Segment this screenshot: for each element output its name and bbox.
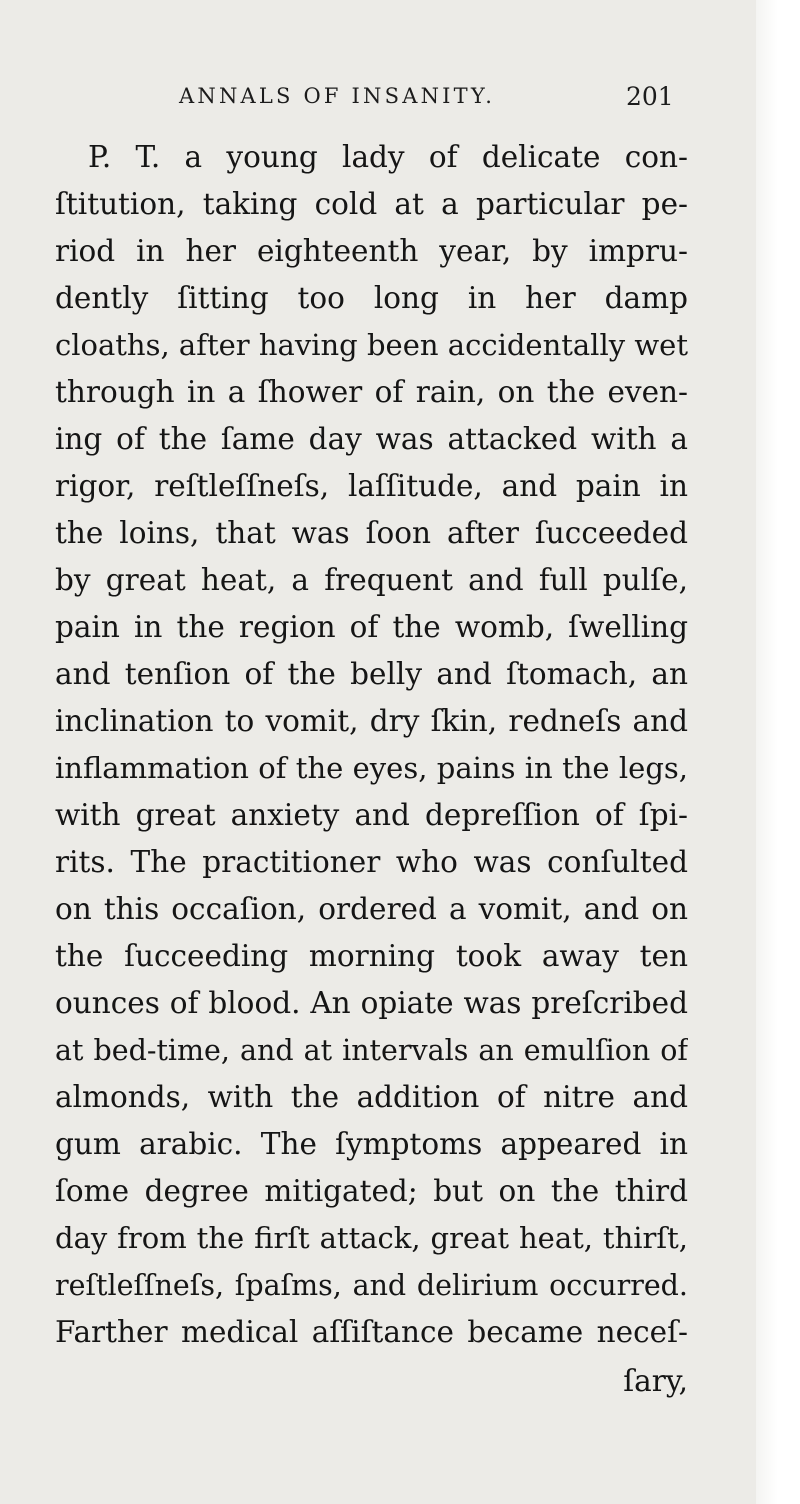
text-line: with great anxiety and depreſſion of ſpi-	[55, 798, 688, 832]
page-header	[0, 82, 778, 122]
text-line: cloaths, after having been accidentally wet	[55, 328, 688, 362]
text-line: rigor, reſtleſſneſs, laſſitude, and pain in	[55, 469, 688, 503]
text-line: rits. The practitioner who was conſulted	[55, 845, 688, 879]
text-line: gum arabic. The ſymptoms appeared in	[55, 1127, 688, 1161]
text-line: dently ſitting too long in her damp	[55, 281, 688, 315]
text-line: inflammation of the eyes, pains in the legs,	[55, 751, 688, 785]
text-line: the loins, that was ſoon after ſucceeded	[55, 516, 688, 550]
text-line: and tenſion of the belly and ſtomach, an	[55, 657, 688, 691]
catchword: ſary,	[623, 1364, 688, 1398]
text-line: at bed-time, and at intervals an emulſion of	[55, 1034, 688, 1067]
text-line: Farther medical aſſiſtance became neceſ-	[55, 1315, 688, 1349]
text-line: the ſucceeding morning took away ten	[55, 939, 688, 973]
text-line: reſtleſſneſs, ſpaſms, and delirium occurred.	[55, 1269, 688, 1302]
page-edge	[756, 0, 778, 1504]
text-line: on this occaſion, ordered a vomit, and on	[55, 892, 688, 926]
text-line: ounces of blood. An opiate was preſcribed	[55, 986, 688, 1020]
text-line: by great heat, a frequent and full pulſe,	[55, 563, 688, 597]
text-line: ſome degree mitigated; but on the third	[55, 1174, 688, 1208]
text-line: inclination to vomit, dry ſkin, redneſs and	[55, 704, 688, 738]
text-line: ſtitution, taking cold at a particular pe-	[55, 187, 688, 221]
text-line: P. T. a young lady of delicate con-	[88, 140, 688, 174]
text-line: ing of the ſame day was attacked with a	[55, 422, 688, 456]
text-line: pain in the region of the womb, ſwelling	[55, 610, 688, 644]
body-text	[55, 134, 688, 1356]
text-line: through in a ſhower of rain, on the even-	[55, 375, 688, 409]
page-number: 201	[626, 82, 674, 111]
text-line: riod in her eighteenth year, by impru-	[55, 234, 688, 268]
text-line: day from the firſt attack, great heat, thirſt,	[55, 1221, 688, 1255]
text-line: almonds, with the addition of nitre and	[55, 1080, 688, 1114]
running-head: ANNALS OF INSANITY.	[179, 84, 496, 108]
